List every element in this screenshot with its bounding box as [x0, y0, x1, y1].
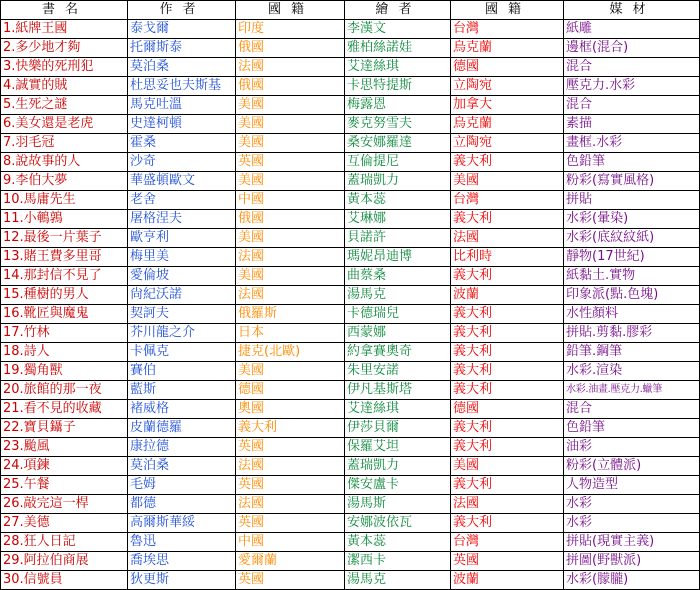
medium-cell: 紙雕	[564, 20, 700, 39]
table-row	[1, 438, 700, 457]
author-nationality-cell: 法國	[236, 286, 345, 305]
author-cell: 沙奇	[128, 153, 236, 172]
illustrator-nationality-cell: 義大利	[451, 362, 564, 381]
author-nationality-cell: 印度	[236, 20, 345, 39]
illustrator-cell: 艾達絲琪	[345, 58, 451, 77]
illustrator-cell: 伊凡基斯塔	[345, 381, 451, 400]
illustrator-nationality-cell: 加拿大	[451, 96, 564, 115]
author-nationality-cell: 俄國	[236, 210, 345, 229]
illustrator-nationality-cell: 波蘭	[451, 571, 564, 590]
header-author: 作者	[128, 1, 236, 20]
author-cell: 芥川龍之介	[128, 324, 236, 343]
medium-cell: 粉彩(寫實風格)	[564, 172, 700, 191]
table-row	[1, 286, 700, 305]
illustrator-cell: 湯馬克	[345, 571, 451, 590]
author-nationality-cell: 中國	[236, 191, 345, 210]
table-row	[1, 20, 700, 39]
illustrator-cell: 曲蔡桑	[345, 267, 451, 286]
author-cell: 褚威格	[128, 400, 236, 419]
table-row	[1, 210, 700, 229]
book-title-cell: 27.美德	[1, 514, 128, 533]
medium-cell: 素描	[564, 115, 700, 134]
illustrator-cell: 黃本蕊	[345, 191, 451, 210]
table-row	[1, 476, 700, 495]
illustrator-nationality-cell: 台灣	[451, 20, 564, 39]
medium-cell: 拼圖(野獸派)	[564, 552, 700, 571]
illustrator-nationality-cell: 義大利	[451, 381, 564, 400]
author-nationality-cell: 愛爾蘭	[236, 552, 345, 571]
medium-cell: 色鉛筆	[564, 419, 700, 438]
header-illustrator-nationality: 國籍	[451, 1, 564, 20]
table-row	[1, 381, 700, 400]
illustrator-nationality-cell: 波蘭	[451, 286, 564, 305]
author-nationality-cell: 英國	[236, 571, 345, 590]
header-row	[1, 1, 700, 20]
medium-cell: 畫框.水彩	[564, 134, 700, 153]
illustrator-cell: 桑安娜羅達	[345, 134, 451, 153]
table-row	[1, 115, 700, 134]
medium-cell: 邊框(混合)	[564, 39, 700, 58]
illustrator-cell: 梅露恩	[345, 96, 451, 115]
medium-cell: 印象派(點.色塊)	[564, 286, 700, 305]
book-title-cell: 5.生死之謎	[1, 96, 128, 115]
book-title-cell: 24.項鍊	[1, 457, 128, 476]
book-title-cell: 2.多少地才夠	[1, 39, 128, 58]
author-nationality-cell: 俄羅斯	[236, 305, 345, 324]
medium-cell: 水彩.渲染	[564, 362, 700, 381]
author-cell: 屠格涅夫	[128, 210, 236, 229]
table-row	[1, 96, 700, 115]
illustrator-nationality-cell: 德國	[451, 400, 564, 419]
author-nationality-cell: 德國	[236, 381, 345, 400]
author-nationality-cell: 法國	[236, 457, 345, 476]
illustrator-nationality-cell: 烏克蘭	[451, 115, 564, 134]
table-row	[1, 514, 700, 533]
header-illustrator: 繪者	[345, 1, 451, 20]
illustrator-nationality-cell: 義大利	[451, 210, 564, 229]
author-cell: 梅里美	[128, 248, 236, 267]
illustrator-cell: 卡思特提斯	[345, 77, 451, 96]
medium-cell: 水彩(底紋紋紙)	[564, 229, 700, 248]
author-cell: 契訶夫	[128, 305, 236, 324]
author-cell: 霍桑	[128, 134, 236, 153]
author-cell: 卡佩克	[128, 343, 236, 362]
medium-cell: 紙黏土.實物	[564, 267, 700, 286]
author-nationality-cell: 美國	[236, 115, 345, 134]
medium-cell: 粉彩(立體派)	[564, 457, 700, 476]
author-cell: 尙紀沃諾	[128, 286, 236, 305]
author-nationality-cell: 美國	[236, 267, 345, 286]
author-nationality-cell: 法國	[236, 58, 345, 77]
illustrator-nationality-cell: 義大利	[451, 267, 564, 286]
illustrator-cell: 蓋瑞凱力	[345, 172, 451, 191]
illustrator-cell: 黃本蕊	[345, 533, 451, 552]
book-title-cell: 22.寶貝鑷子	[1, 419, 128, 438]
author-cell: 歐亨利	[128, 229, 236, 248]
illustrator-cell: 貝諾許	[345, 229, 451, 248]
author-cell: 托爾斯泰	[128, 39, 236, 58]
table-row	[1, 248, 700, 267]
illustrator-cell: 西蒙娜	[345, 324, 451, 343]
table-row	[1, 229, 700, 248]
book-title-cell: 6.美女還是老虎	[1, 115, 128, 134]
header-medium: 媒材	[564, 1, 700, 20]
author-cell: 史達柯頓	[128, 115, 236, 134]
medium-cell: 混合	[564, 58, 700, 77]
medium-cell: 拼貼(現實主義)	[564, 533, 700, 552]
book-title-cell: 10.馬庸先生	[1, 191, 128, 210]
table-row	[1, 419, 700, 438]
table-row	[1, 58, 700, 77]
table-row	[1, 77, 700, 96]
author-cell: 馬克吐溫	[128, 96, 236, 115]
author-nationality-cell: 美國	[236, 172, 345, 191]
author-nationality-cell: 法國	[236, 248, 345, 267]
illustrator-cell: 卡德瑞兒	[345, 305, 451, 324]
medium-cell: 水彩.油畫.壓克力.蠟筆	[564, 381, 700, 400]
illustrator-nationality-cell: 義大利	[451, 324, 564, 343]
table-row	[1, 267, 700, 286]
author-cell: 藍斯	[128, 381, 236, 400]
table-row	[1, 533, 700, 552]
book-title-cell: 29.阿拉伯商展	[1, 552, 128, 571]
illustrator-nationality-cell: 德國	[451, 58, 564, 77]
book-title-cell: 15.種樹的男人	[1, 286, 128, 305]
author-cell: 華盛頓歐文	[128, 172, 236, 191]
author-cell: 莫泊桑	[128, 58, 236, 77]
author-cell: 毛姆	[128, 476, 236, 495]
medium-cell: 水彩(朦朧)	[564, 571, 700, 590]
illustrator-nationality-cell: 法國	[451, 229, 564, 248]
medium-cell: 水性顏料	[564, 305, 700, 324]
medium-cell: 油彩	[564, 438, 700, 457]
author-nationality-cell: 中國	[236, 533, 345, 552]
book-title-cell: 7.羽毛冠	[1, 134, 128, 153]
illustrator-nationality-cell: 立陶宛	[451, 134, 564, 153]
medium-cell: 混合	[564, 400, 700, 419]
table-row	[1, 552, 700, 571]
author-nationality-cell: 美國	[236, 134, 345, 153]
illustrator-cell: 互倫提尼	[345, 153, 451, 172]
author-nationality-cell: 奧國	[236, 400, 345, 419]
book-title-cell: 17.竹林	[1, 324, 128, 343]
table-row	[1, 571, 700, 590]
table-body	[1, 20, 700, 590]
medium-cell: 靜物(17世紀)	[564, 248, 700, 267]
book-title-cell: 28.狂人日記	[1, 533, 128, 552]
author-cell: 狄更斯	[128, 571, 236, 590]
author-nationality-cell: 俄國	[236, 39, 345, 58]
medium-cell: 拼貼.剪黏.膠彩	[564, 324, 700, 343]
author-cell: 賽伯	[128, 362, 236, 381]
illustrator-nationality-cell: 英國	[451, 552, 564, 571]
medium-cell: 鉛筆.鋼筆	[564, 343, 700, 362]
table-row	[1, 153, 700, 172]
book-title-cell: 8.說故事的人	[1, 153, 128, 172]
author-cell: 老舍	[128, 191, 236, 210]
illustrator-nationality-cell: 立陶宛	[451, 77, 564, 96]
author-cell: 愛倫坡	[128, 267, 236, 286]
book-title-cell: 18.詩人	[1, 343, 128, 362]
medium-cell: 拼貼	[564, 191, 700, 210]
table-row	[1, 191, 700, 210]
illustrator-nationality-cell: 法國	[451, 495, 564, 514]
author-nationality-cell: 俄國	[236, 77, 345, 96]
header-title: 書名	[1, 1, 128, 20]
illustrator-nationality-cell: 比利時	[451, 248, 564, 267]
illustrator-cell: 李漢文	[345, 20, 451, 39]
illustrator-nationality-cell: 烏克蘭	[451, 39, 564, 58]
illustrator-cell: 保羅艾坦	[345, 438, 451, 457]
illustrator-cell: 蓋瑞凱力	[345, 457, 451, 476]
illustrator-nationality-cell: 義大利	[451, 419, 564, 438]
medium-cell: 色鉛筆	[564, 153, 700, 172]
author-nationality-cell: 美國	[236, 362, 345, 381]
author-nationality-cell: 美國	[236, 229, 345, 248]
table-row	[1, 324, 700, 343]
table-row	[1, 134, 700, 153]
author-cell: 杜思妥也夫斯基	[128, 77, 236, 96]
illustrator-cell: 雅柏絲諾娃	[345, 39, 451, 58]
book-title-cell: 20.旅館的那一夜	[1, 381, 128, 400]
author-nationality-cell: 義大利	[236, 419, 345, 438]
table-row	[1, 495, 700, 514]
illustrator-cell: 伊莎貝爾	[345, 419, 451, 438]
illustrator-cell: 朱里安諾	[345, 362, 451, 381]
author-cell: 康拉德	[128, 438, 236, 457]
book-title-cell: 4.誠實的賊	[1, 77, 128, 96]
illustrator-cell: 潔西卡	[345, 552, 451, 571]
author-cell: 高爾斯華綏	[128, 514, 236, 533]
table-row	[1, 343, 700, 362]
book-title-cell: 1.紙牌王國	[1, 20, 128, 39]
table-row	[1, 39, 700, 58]
book-title-cell: 25.午餐	[1, 476, 128, 495]
table-row	[1, 400, 700, 419]
illustrator-nationality-cell: 美國	[451, 172, 564, 191]
book-title-cell: 23.颱風	[1, 438, 128, 457]
illustrator-cell: 湯馬斯	[345, 495, 451, 514]
author-nationality-cell: 英國	[236, 476, 345, 495]
illustrator-nationality-cell: 美國	[451, 457, 564, 476]
book-title-cell: 12.最後一片葉子	[1, 229, 128, 248]
book-title-cell: 19.獨角獸	[1, 362, 128, 381]
illustrator-nationality-cell: 義大利	[451, 153, 564, 172]
medium-cell: 水彩	[564, 514, 700, 533]
illustrator-cell: 安娜波依瓦	[345, 514, 451, 533]
book-title-cell: 30.信號員	[1, 571, 128, 590]
illustrator-cell: 傑安盧卡	[345, 476, 451, 495]
author-cell: 泰戈爾	[128, 20, 236, 39]
book-title-cell: 11.小鵪鶉	[1, 210, 128, 229]
illustrator-cell: 瑪妮昂迪博	[345, 248, 451, 267]
illustrator-cell: 艾琳娜	[345, 210, 451, 229]
medium-cell: 混合	[564, 96, 700, 115]
author-nationality-cell: 英國	[236, 153, 345, 172]
header-author-nationality: 國籍	[236, 1, 345, 20]
author-cell: 莫泊桑	[128, 457, 236, 476]
author-nationality-cell: 英國	[236, 438, 345, 457]
author-cell: 魯迅	[128, 533, 236, 552]
table-row	[1, 457, 700, 476]
book-title-cell: 26.敲完這一桿	[1, 495, 128, 514]
author-cell: 喬埃思	[128, 552, 236, 571]
author-nationality-cell: 法國	[236, 495, 345, 514]
illustrator-nationality-cell: 義大利	[451, 514, 564, 533]
illustrator-cell: 約拿賽奧奇	[345, 343, 451, 362]
medium-cell: 水彩(暈染)	[564, 210, 700, 229]
book-title-cell: 16.靴匠與魔鬼	[1, 305, 128, 324]
book-title-cell: 3.快樂的死刑犯	[1, 58, 128, 77]
book-title-cell: 9.李伯大夢	[1, 172, 128, 191]
book-title-cell: 13.賭王費多里哥	[1, 248, 128, 267]
illustrator-nationality-cell: 台灣	[451, 191, 564, 210]
illustrator-cell: 麥克努雪夫	[345, 115, 451, 134]
author-nationality-cell: 美國	[236, 96, 345, 115]
table-row	[1, 172, 700, 191]
table-row	[1, 305, 700, 324]
author-cell: 都德	[128, 495, 236, 514]
medium-cell: 壓克力.水彩	[564, 77, 700, 96]
book-title-cell: 14.那封信不見了	[1, 267, 128, 286]
author-nationality-cell: 捷克(北歐)	[236, 343, 345, 362]
illustrator-nationality-cell: 義大利	[451, 343, 564, 362]
illustrator-cell: 艾達絲琪	[345, 400, 451, 419]
illustrator-cell: 湯馬克	[345, 286, 451, 305]
illustrator-nationality-cell: 義大利	[451, 438, 564, 457]
author-cell: 皮蘭德羅	[128, 419, 236, 438]
author-nationality-cell: 日本	[236, 324, 345, 343]
illustrator-nationality-cell: 義大利	[451, 305, 564, 324]
author-nationality-cell: 英國	[236, 514, 345, 533]
medium-cell: 人物造型	[564, 476, 700, 495]
medium-cell: 水彩	[564, 495, 700, 514]
book-title-cell: 21.看不見的收藏	[1, 400, 128, 419]
illustrator-nationality-cell: 台灣	[451, 533, 564, 552]
table-row	[1, 362, 700, 381]
illustrator-nationality-cell: 義大利	[451, 476, 564, 495]
